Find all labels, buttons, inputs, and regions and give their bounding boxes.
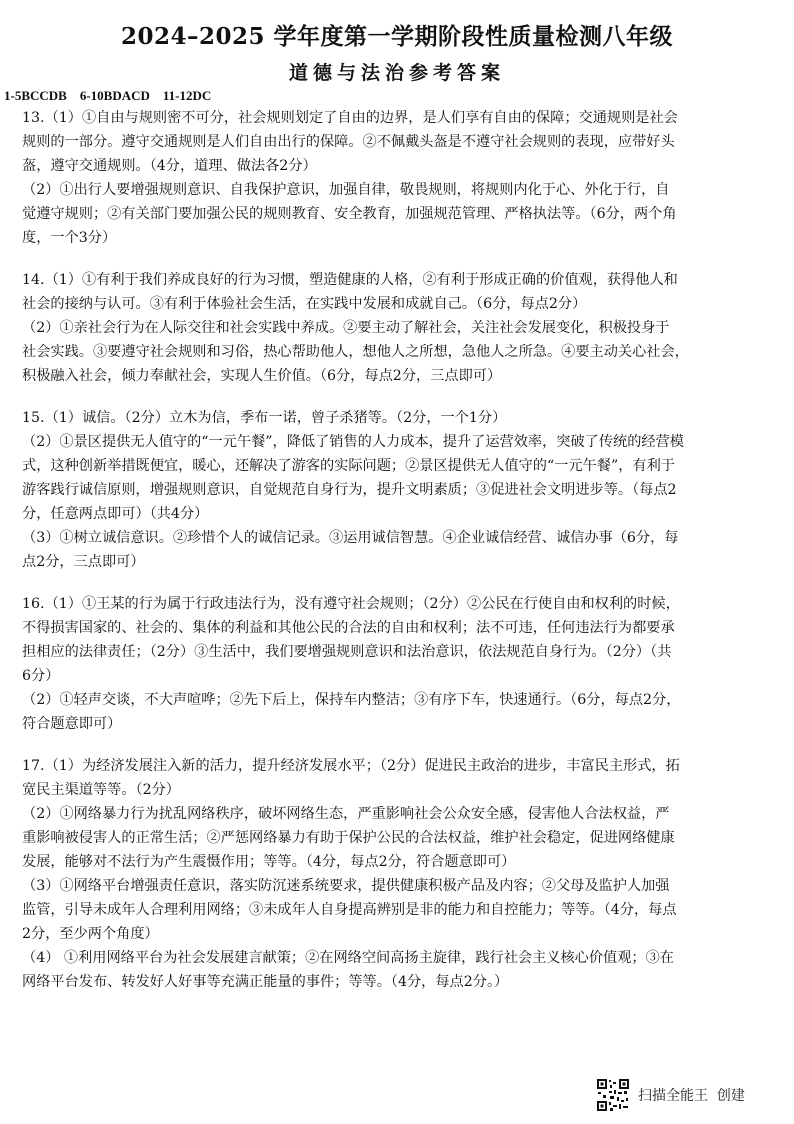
answer-line: 社会的接纳与认可。③有利于体验社会生活，在实践中发展和成就自己。（6分，每点2分） <box>22 296 587 312</box>
answer-line: 发展，能够对不法行为产生震慑作用；等等。（4分，每点2分，符合题意即可） <box>22 854 516 870</box>
answer-line: 担相应的法律责任；（2分）③生活中，我们要增强规则意识和法治意识，依法规范自身行为。（2分）（共 <box>22 644 672 660</box>
answer-line: （3）①网络平台增强责任意识，落实防沉迷系统要求，提供健康积极产品及内容；②父母及监护人加强 <box>22 878 670 894</box>
answer-line: 17.（1）为经济发展注入新的活力，提升经济发展水平；（2分）促进民主政治的进步，丰富民主形式，拓 <box>22 758 680 774</box>
answer-line: （2）①出行人要增强规则意识、自我保护意识，加强自律，敬畏规则，将规则内化于心、外化于行，自 <box>22 182 670 198</box>
answer-line: （2）①景区提供无人值守的“一元午餐”，降低了销售的人力成本，提升了运营效率，突破了传统的经营模 <box>22 434 684 450</box>
scanner-watermark-text: 扫描全能王 创建 <box>638 1088 745 1104</box>
answer-line: 不得损害国家的、社会的、集体的利益和其他公民的合法的自由和权利；法不可违，任何违法行为都要承 <box>22 620 675 636</box>
answer-line: （2）①轻声交谈，不大声喧哗；②先下后上，保持车内整洁；③有序下车，快速通行。（6分，每点2分， <box>22 692 681 708</box>
answer-line: （2）①网络暴力行为扰乱网络秩序，破坏网络生态，严重影响社会公众安全感，侵害他人合法权益，严 <box>22 806 670 822</box>
scanner-watermark <box>596 1078 745 1112</box>
page-subtitle: 道德与法治参考答案 <box>288 62 505 84</box>
answer-line: 点2分，三点即可） <box>22 554 145 570</box>
answer-line: 16.（1）①王某的行为属于行政违法行为，没有遵守社会规则；（2分）②公民在行使自由和权利的时候， <box>22 596 680 612</box>
answer-line: 14.（1）①有利于我们养成良好的行为习惯，塑造健康的人格，②有利于形成正确的价值观，获得他人和 <box>22 272 678 288</box>
answer-line: 觉遵守规则；②有关部门要加强公民的规则教育、安全教育，加强规范管理、严格执法等。（6分，两个角 <box>22 206 677 222</box>
answer-line: 式，这种创新举措既便宜，暖心，还解决了游客的实际问题；②景区提供无人值守的“一元午餐”，有利于 <box>22 458 675 474</box>
answer-line: 2分，至少两个角度） <box>22 926 159 942</box>
answer-line: 盔，遵守交通规则。（4分，道理、做法各2分） <box>22 158 317 174</box>
answer-line: 监管，引导未成年人合理利用网络；③未成年人自身提高辨别是非的能力和自控能力；等等。（4分，每点 <box>22 902 677 918</box>
answer-line: 重影响被侵害人的正常生活；②严惩网络暴力有助于保护公民的合法权益，维护社会稳定，促进网络健康 <box>22 830 675 846</box>
qr-code-icon <box>596 1078 630 1112</box>
multiple-choice-answers: 1-5BCCDB 6-10BDACD 11-12DC <box>4 88 212 103</box>
answer-line: 分，任意两点即可）（共4分） <box>22 506 209 522</box>
answer-line: 度，一个3分） <box>22 230 117 246</box>
answer-line: （2）①亲社会行为在人际交往和社会实践中养成。②要主动了解社会，关注社会发展变化，积极投身于 <box>22 320 670 336</box>
answer-line: 游客践行诚信原则，增强规则意识，自觉规范自身行为，提升文明素质；③促进社会文明进步等。（每点2 <box>22 482 677 498</box>
answer-line: 符合题意即可） <box>22 716 122 732</box>
page-title: 2024–2025 学年度第一学期阶段性质量检测八年级 <box>120 23 674 50</box>
answer-line: 宽民主渠道等等。（2分） <box>22 782 180 798</box>
answer-line: 积极融入社会，倾力奉献社会，实现人生价值。（6分，每点2分，三点即可） <box>22 368 502 384</box>
answer-line: 网络平台发布、转发好人好事等充满正能量的事件；等等。（4分，每点2分。） <box>22 974 509 990</box>
answer-line: 社会实践。③要遵守社会规则和习俗，热心帮助他人，想他人之所想，急他人之所急。④要主动关心社会， <box>22 344 689 360</box>
answer-line: 6分） <box>22 668 60 684</box>
answer-line: 规则的一部分。遵守交通规则是人们自由出行的保障。②不佩戴头盔是不遵守社会规则的表现，应带好头 <box>22 134 675 150</box>
answer-line: 15.（1）诚信。（2分）立木为信，季布一诺，曾子杀猪等。（2分，一个1分） <box>22 410 507 426</box>
answer-line: （3）①树立诚信意识。②珍惜个人的诚信记录。③运用诚信智慧。④企业诚信经营、诚信办事（6分，每 <box>22 530 679 546</box>
answer-line: 13.（1）①自由与规则密不可分，社会规则划定了自由的边界，是人们享有自由的保障；交通规则是社会 <box>22 110 678 126</box>
answer-line: （4） ①利用网络平台为社会发展建言献策；②在网络空间高扬主旋律，践行社会主义核心价值观；③在 <box>22 950 674 966</box>
